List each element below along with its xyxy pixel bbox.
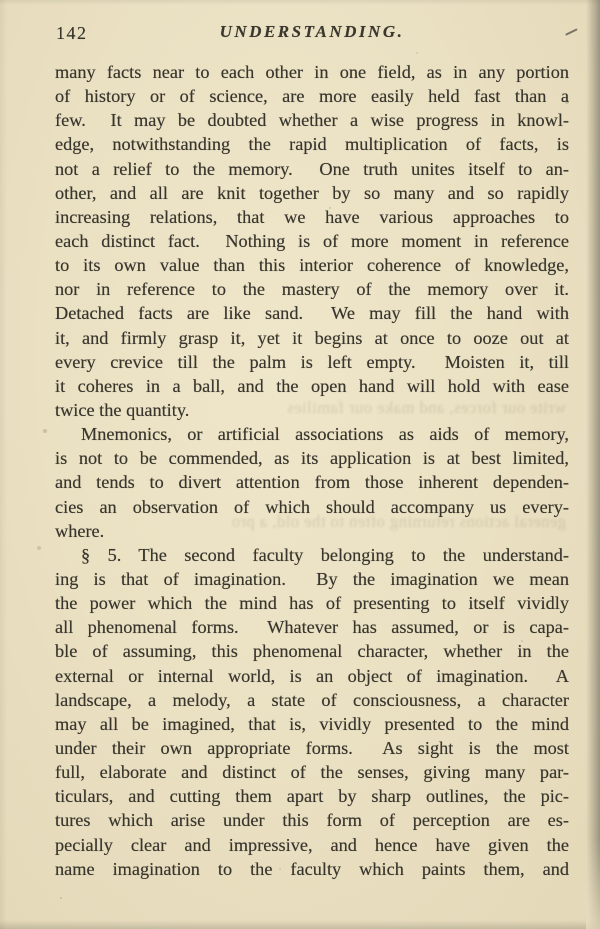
text-line: Detached facts are like sand. We may fill the hand with — [55, 303, 569, 324]
text-block — [55, 60, 569, 881]
text-line: external or internal world, is an object of imagination. A — [55, 665, 569, 686]
text-line: few. It may be doubted whether a wise progress in knowl- — [55, 110, 569, 131]
page-header — [55, 22, 569, 48]
text-line: tures which arise under this form of perception are es- — [55, 810, 569, 831]
text-line: name imagination to the faculty which paints them, and — [55, 858, 569, 879]
bleed-through-text: write our forces, and make our families — [286, 398, 566, 417]
text-line: the power which the mind has of presenting to itself vividly — [55, 593, 569, 614]
text-line: cies an observation of which should accompany us every- — [55, 496, 569, 517]
text-line: it, and firmly grasp it, yet it begins at once to ooze out at — [55, 327, 569, 348]
text-line: where. — [55, 520, 105, 541]
running-head: UNDERSTANDING. — [219, 22, 405, 41]
text-line: may all be imagined, that is, vividly presented to the mind — [55, 713, 569, 734]
page-number: 142 — [56, 23, 88, 43]
text-line: of history or of science, are more easily held fast than a — [55, 86, 569, 107]
text-line: ticulars, and cutting them apart by sharp outlines, the pic- — [55, 786, 569, 807]
bleed-through-text: general actions returning often to the old, a pro — [231, 512, 566, 531]
text-line: every crevice till the palm is left empty. Moisten it, till — [55, 351, 569, 372]
text-line: under their own appropriate forms. As sight is the most — [55, 737, 569, 758]
text-line: ing is that of imagination. By the imagination we mean — [55, 568, 569, 589]
text-line: it coheres in a ball, and the open hand will hold with ease — [55, 375, 569, 396]
text-line: nor in reference to the mastery of the memory over it. — [55, 279, 569, 300]
text-line: twice the quantity. — [55, 399, 190, 420]
text-line: many facts near to each other in one field, as in any portion — [55, 62, 569, 82]
text-line: edge, notwithstanding the rapid multiplication of facts, is — [55, 134, 569, 155]
text-line: landscape, a melody, a state of consciousness, a character — [55, 689, 569, 710]
text-line: § 5. The second faculty belonging to the understand- — [81, 544, 569, 565]
text-line: increasing relations, that we have various approaches to — [55, 206, 569, 227]
scan-edge-bottom — [0, 920, 600, 929]
text-line: other, and all are knit together by so many and so rapidly — [55, 182, 569, 203]
scan-edge-right — [586, 0, 600, 929]
text-line: and tends to divert attention from those inherent dependen- — [55, 472, 569, 493]
text-line: Mnemonics, or artificial associations as aids of memory, — [81, 424, 569, 445]
text-line: to its own value than this interior coherence of knowledge, — [55, 255, 569, 276]
text-line: ble of assuming, this phenomenal character, whether in the — [55, 641, 569, 662]
scan-edge-top — [0, 0, 600, 5]
text-line: pecially clear and impressive, and hence have given the — [55, 834, 569, 855]
text-line: full, elaborate and distinct of the senses, giving many par- — [55, 762, 569, 783]
text-line: each distinct fact. Nothing is of more moment in reference — [55, 230, 569, 251]
text-line: all phenomenal forms. Whatever has assumed, or is capa- — [55, 617, 569, 638]
scan-edge-left — [0, 0, 7, 929]
text-line: not a relief to the memory. One truth unites itself to an- — [55, 158, 569, 179]
text-line: is not to be commended, as its application is at best limited, — [55, 448, 569, 469]
